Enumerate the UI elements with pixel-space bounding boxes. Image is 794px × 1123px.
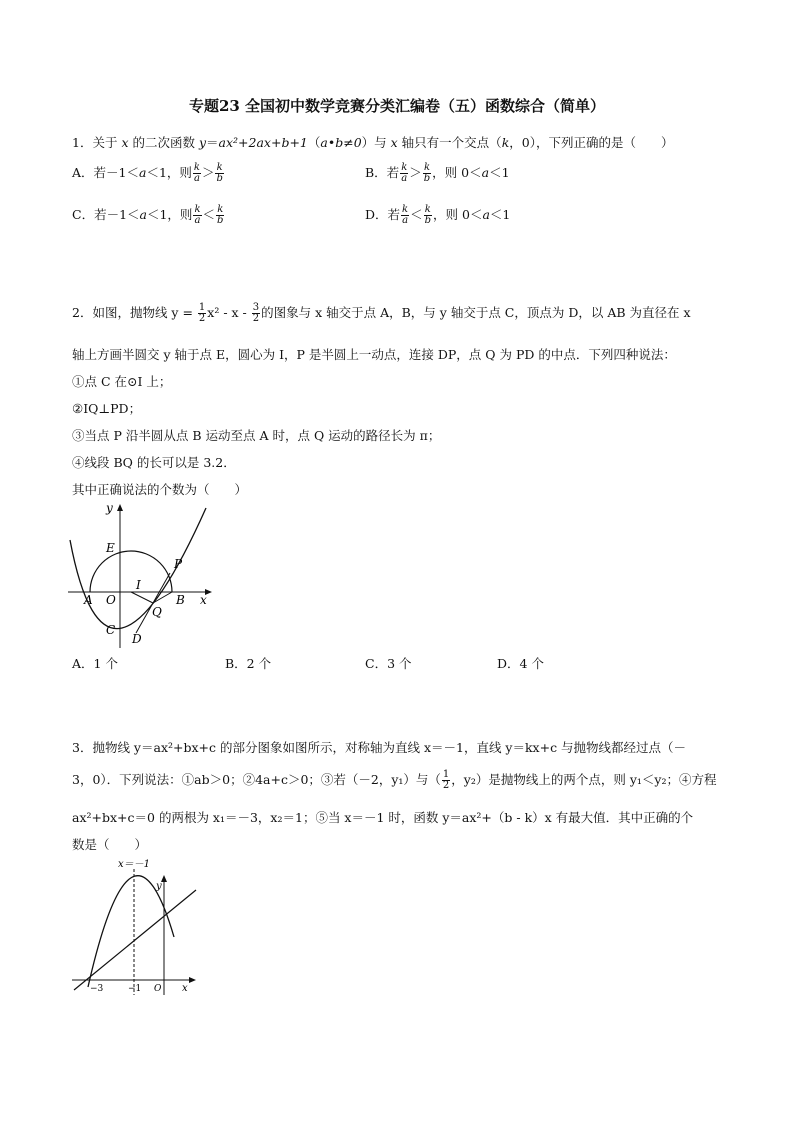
fraction: $\frac{k}{a}$ bbox=[194, 204, 201, 226]
label-q: Q bbox=[152, 605, 162, 619]
q2-question: 其中正确说法的个数为（ ） bbox=[72, 482, 248, 497]
q2-option-c[interactable]: C．3 个 bbox=[365, 656, 412, 671]
q2-option-d[interactable]: D．4 个 bbox=[497, 656, 544, 671]
q2-figure bbox=[66, 500, 226, 650]
label-o: O bbox=[106, 593, 116, 607]
parabola bbox=[70, 508, 206, 629]
q1-option-d[interactable]: D．若 $\frac{k}{a}$ ＜ $\frac{k}{b}$ ，则 0＜a＜1 bbox=[365, 204, 511, 226]
label-o: O bbox=[154, 984, 162, 994]
q2-line1 bbox=[72, 303, 691, 324]
fraction: $\frac{3}{2}$ bbox=[252, 302, 260, 324]
q1-opt-d-var: a bbox=[482, 207, 490, 222]
q1-stem-a: 1．关于 bbox=[72, 135, 122, 150]
q1-opt-b-post: ＜1 bbox=[489, 165, 510, 180]
q1-stem-d: ）与 bbox=[361, 135, 391, 150]
q3-line3: ax²+bx+c＝0 的两根为 x₁＝－3，x₂＝1；⑤当 x＝－1 时，函数 y＝ax²+（b - k）x 有最大值．其中正确的个 bbox=[72, 810, 694, 825]
fraction: $\frac{k}{a}$ bbox=[193, 162, 200, 184]
q1-opt-c-var: a bbox=[139, 207, 147, 222]
parabola bbox=[88, 876, 174, 987]
q1-stem-c: （ bbox=[307, 135, 321, 150]
q1-eq: ＝ bbox=[206, 135, 219, 150]
q1-opt-a-pre: A．若－1＜ bbox=[72, 165, 139, 180]
fraction: $\frac{k}{b}$ bbox=[424, 204, 432, 226]
segment-iq bbox=[131, 592, 153, 603]
q1-var-y: y bbox=[198, 135, 207, 150]
fraction: $\frac{k}{b}$ bbox=[423, 162, 431, 184]
q1-stem-b: 的二次函数 bbox=[128, 135, 199, 150]
q1-stem bbox=[72, 133, 673, 151]
label-p: P bbox=[174, 557, 183, 571]
label-minus1: −1 bbox=[128, 984, 142, 994]
q1-opt-d-pre: D．若 bbox=[365, 207, 401, 222]
q2-line1-a: 2．如图，抛物线 y = bbox=[72, 305, 197, 320]
q1-opt-d-post: ＜1 bbox=[489, 207, 511, 222]
q1-opt-a-mid: ＜1，则 bbox=[146, 165, 192, 180]
q1-stem-e: 轴只有一个交点（ bbox=[397, 135, 502, 150]
q1-opt-c-mid: ＜1，则 bbox=[146, 207, 193, 222]
q1-opt-a-var: a bbox=[138, 165, 147, 180]
q2-line2: 轴上方画半圆交 y 轴于点 E，圆心为 I，P 是半圆上一动点，连接 DP，点 Q 为 PD 的中点．下列四种说法： bbox=[72, 347, 676, 362]
label-x: x bbox=[200, 593, 207, 607]
q2-option-a[interactable]: A．1 个 bbox=[72, 656, 118, 671]
q3-figure bbox=[68, 855, 208, 1000]
fraction: $\frac{k}{a}$ bbox=[402, 204, 409, 226]
label-y: y bbox=[106, 501, 113, 515]
y-axis-arrow-icon bbox=[117, 504, 123, 511]
q1-opt-b-pre: B．若 bbox=[365, 165, 400, 180]
q3-line4: 数是（ ） bbox=[72, 837, 148, 852]
q1-opt-c-pre: C．若－1＜ bbox=[72, 207, 140, 222]
q1-opt-b-var: a bbox=[481, 165, 490, 180]
q1-function: ax²+2ax+b+1 bbox=[218, 135, 308, 150]
line-kx-c bbox=[74, 890, 196, 990]
q2-line1-b: x² - x - bbox=[207, 305, 251, 320]
label-x: x bbox=[182, 983, 188, 994]
label-axis-eq: x＝－1 bbox=[118, 859, 151, 870]
q3-line2-b: ，y₂）是抛物线上的两个点，则 y₁＜y₂；④方程 bbox=[451, 772, 717, 787]
fraction: $\frac{1}{2}$ bbox=[198, 302, 206, 324]
label-b: B bbox=[176, 593, 185, 607]
fraction: $\frac{k}{b}$ bbox=[216, 162, 223, 184]
q1-var-k: k bbox=[501, 135, 510, 150]
label-c: C bbox=[106, 623, 116, 637]
q1-option-a[interactable]: A．若－1＜a＜1，则 $\frac{k}{a}$ ＞ $\frac{k}{b}$ bbox=[72, 162, 223, 184]
label-d: D bbox=[132, 632, 142, 646]
q1-stem-f: ，0），下列正确的是（ ） bbox=[509, 135, 674, 150]
label-a: A bbox=[84, 593, 93, 607]
q1-var-x2: x bbox=[390, 135, 398, 150]
fraction: $\frac{1}{2}$ bbox=[442, 769, 450, 791]
q1-var-x: x bbox=[121, 135, 129, 150]
q1-option-b[interactable]: B．若 $\frac{k}{a}$ ＞ $\frac{k}{b}$ ，则 0＜a＜1 bbox=[365, 162, 510, 184]
fraction: $\frac{k}{b}$ bbox=[217, 204, 224, 226]
q2-statement-4: ④线段 BQ 的长可以是 3.2． bbox=[72, 455, 236, 470]
q3-line1: 3．抛物线 y＝ax²+bx+c 的部分图象如图所示，对称轴为直线 x＝－1，直线 y＝kx+c 与抛物线都经过点（－ bbox=[72, 740, 687, 755]
q2-statement-1: ①点 C 在⊙I 上； bbox=[72, 374, 172, 389]
q3-line2-a: 3，0）．下列说法：①ab＞0；②4a+c＞0；③若（－2，y₁）与（ bbox=[72, 772, 441, 787]
q3-line2 bbox=[72, 770, 717, 791]
semicircle bbox=[90, 551, 172, 592]
page-title: 专题23 全国初中数学竞赛分类汇编卷（五）函数综合（简单） bbox=[188, 97, 606, 115]
q1-opt-b-mid: ，则 0＜ bbox=[432, 165, 482, 180]
q2-line1-c: 的图象与 x 轴交于点 A，B，与 y 轴交于点 C，顶点为 D，以 AB 为直径在 x bbox=[261, 305, 691, 320]
q2-statement-3: ③当点 P 沿半圆从点 B 运动至点 A 时，点 Q 运动的路径长为 π； bbox=[72, 428, 441, 443]
q1-option-c[interactable]: C．若－1＜a＜1，则 $\frac{k}{a}$ ＜ $\frac{k}{b}$ bbox=[72, 204, 224, 226]
label-i: I bbox=[136, 578, 141, 592]
x-axis-arrow-icon bbox=[189, 977, 196, 983]
q2-statement-2: ②IQ⊥PD； bbox=[72, 401, 142, 416]
label-minus3: −3 bbox=[90, 984, 104, 994]
label-e: E bbox=[106, 541, 115, 555]
y-axis-arrow-icon bbox=[161, 875, 167, 882]
q1-opt-d-mid: ，则 0＜ bbox=[433, 207, 483, 222]
q1-condition: a•b≠0 bbox=[320, 135, 362, 150]
fraction: $\frac{k}{a}$ bbox=[401, 162, 408, 184]
q2-option-b[interactable]: B．2 个 bbox=[225, 656, 272, 671]
label-y: y bbox=[156, 881, 162, 892]
